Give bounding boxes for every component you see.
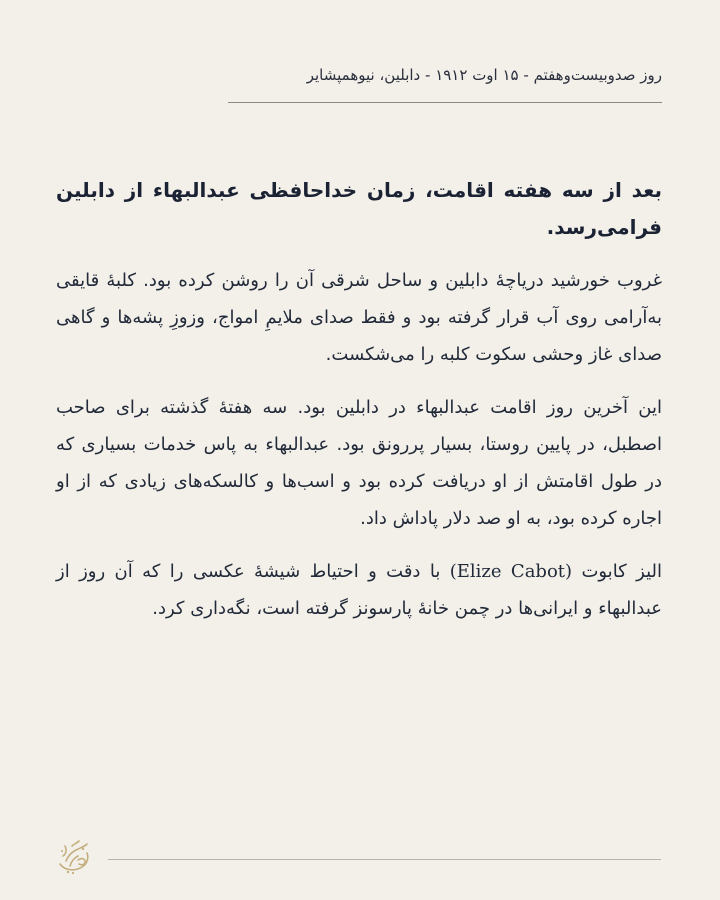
paragraph-3-latin-name: (Elize Cabot) <box>449 561 573 582</box>
footer-divider <box>108 859 661 860</box>
paragraph-3-end: با دقت و احتیاط شیشهٔ عکسی را که آن روز از عبدالبهاء و ایرانی‌ها در چمن خانهٔ پارسونز گرفته است، نگه‌داری کرد. <box>56 561 662 619</box>
paragraph-1: غروب خورشید دریاچهٔ دابلین و ساحل شرقی آن را روشن کرده بود. کلبهٔ قایقی به‌آرامی روی آب قرار گرفته بود و فقط صدای ملایمِ امواج، وزوزِ پشه‌ها و گاهی صدای غاز وحشی سکوت کلبه را می‌شکست. <box>56 270 662 365</box>
header-divider <box>228 102 662 103</box>
article-body <box>56 172 662 643</box>
article-heading: بعد از سه هفته اقامت، زمان خداحافظی عبدالبهاء از دابلین فرامی‌رسد. <box>56 178 662 239</box>
paragraph-3-start: الیز کابوت <box>581 561 662 582</box>
dateline: روز صدوبیست‌وهفتم - ۱۵ اوت ۱۹۱۲ - دابلین، نیوهمپشایر <box>306 66 662 84</box>
paragraph-3 <box>56 553 662 627</box>
paragraph-2: این آخرین روز اقامت عبدالبهاء در دابلین بود. سه هفتهٔ گذشته برای صاحب اصطبل، در پایین روستا، بسیار پررونق بود. عبدالبهاء به پاس خدمات بسیاری که در طول اقامتش از او دریافت کرده بود و اسب‌ها و کالسکه‌های زیادی که از او اجاره کرده بود، به او صد دلار پاداش داد. <box>56 397 662 529</box>
calligraphy-logo-icon <box>54 836 96 878</box>
